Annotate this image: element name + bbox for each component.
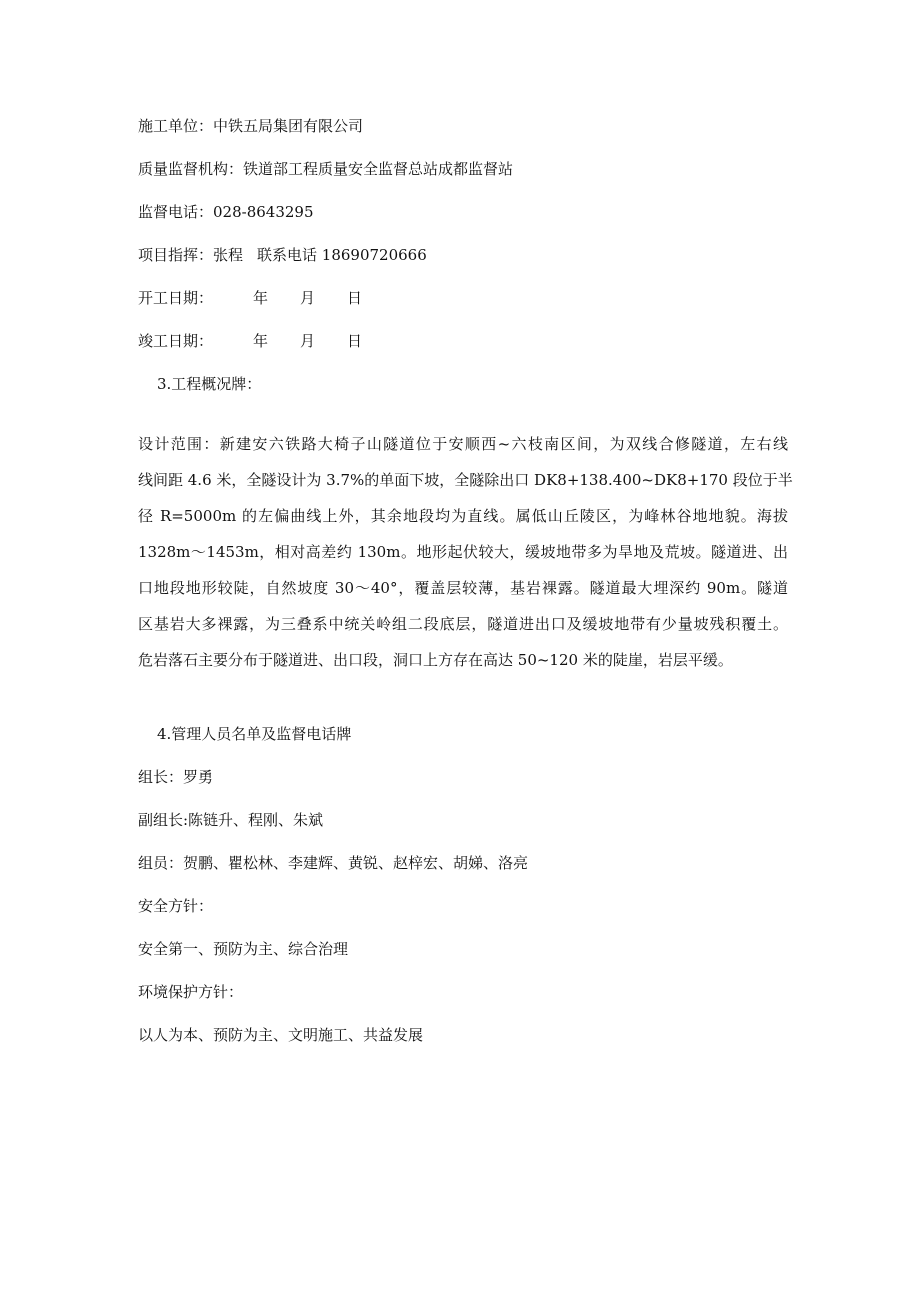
- start-date-line: [138, 288, 362, 308]
- safety-policy-label: 安全方针：: [138, 897, 214, 915]
- end-date-month: 月: [300, 332, 316, 350]
- start-date-day: 日: [347, 289, 363, 307]
- section3-paragraph: [138, 426, 793, 678]
- paragraph-line: 设计范围：新建安六铁路大椅子山隧道位于安顺西~六枝南区间，为双线合修隧道，左右线: [138, 435, 788, 453]
- project-commander-name: 项目指挥：张程: [138, 246, 244, 264]
- paragraph-line: 径 R=5000m 的左偏曲线上外，其余地段均为直线。属低山丘陵区，为峰林谷地地貌。海拔: [138, 507, 788, 525]
- paragraph-line: 口地段地形较陡，自然坡度 30～40°，覆盖层较薄，基岩裸露。隧道最大埋深约 90m。隧道: [138, 579, 788, 597]
- env-policy-text: 以人为本、预防为主、文明施工、共益发展: [138, 1026, 424, 1044]
- paragraph-line: 危岩落石主要分布于隧道进、出口段，洞口上方存在高达 50~120 米的陡崖，岩层平缓。: [138, 651, 733, 669]
- leader-line: 组长：罗勇: [138, 768, 214, 786]
- start-date-label: 开工日期：: [138, 289, 214, 307]
- env-policy-label: 环境保护方针：: [138, 983, 244, 1001]
- section4-title: 4.管理人员名单及监督电话牌: [157, 725, 352, 743]
- paragraph-line: 区基岩大多裸露，为三叠系中统关岭组二段底层，隧道进出口及缓坡地带有少量坡残积覆土。: [138, 615, 788, 633]
- end-date-year: 年: [253, 332, 269, 350]
- start-date-year: 年: [253, 289, 269, 307]
- start-date-month: 月: [300, 289, 316, 307]
- members-line: 组员：贺鹏、瞿松林、李建辉、黄锐、赵梓宏、胡娣、洛亮: [138, 854, 529, 872]
- safety-policy-text: 安全第一、预防为主、综合治理: [138, 940, 349, 958]
- end-date-label: 竣工日期：: [138, 332, 214, 350]
- paragraph-line: 线间距 4.6 米，全隧设计为 3.7%的单面下坡，全隧除出口 DK8+138.400~DK8+170 段位于半: [138, 471, 793, 489]
- paragraph-line: 1328m～1453m，相对高差约 130m。地形起伏较大，缓坡地带多为旱地及荒坡。隧道进、出: [138, 543, 788, 561]
- contractor-line: 施工单位：中铁五局集团有限公司: [138, 117, 364, 135]
- project-commander-line: [138, 245, 427, 265]
- project-commander-phone: 联系电话 18690720666: [257, 246, 427, 264]
- deputy-leaders-line: 副组长:陈链升、程刚、朱斌: [138, 811, 324, 829]
- supervision-org-line: 质量监督机构：铁道部工程质量安全监督总站成都监督站: [138, 160, 514, 178]
- supervision-phone-line: 监督电话：028-8643295: [138, 203, 314, 221]
- section3-title: 3.工程概况牌：: [157, 375, 262, 393]
- end-date-day: 日: [347, 332, 363, 350]
- end-date-line: [138, 331, 362, 351]
